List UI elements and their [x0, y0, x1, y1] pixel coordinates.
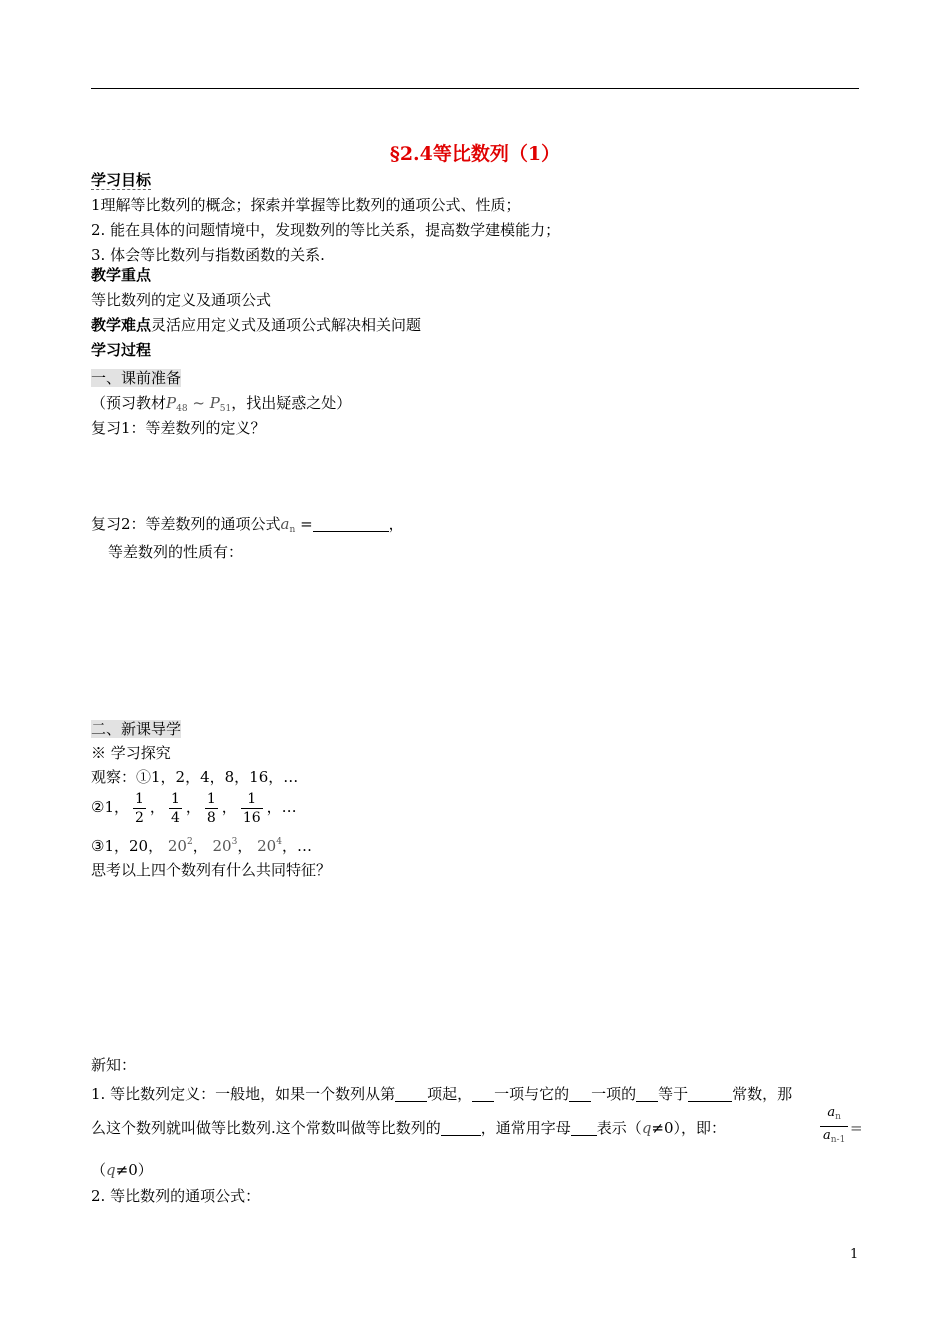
header-rule	[91, 88, 859, 89]
definition-line-2: 么这个数列就叫做等比数列.这个常数叫做等比数列的 ，通常用字母 表示（q≠0），即：	[91, 1119, 727, 1137]
answer-blank[interactable]	[313, 515, 389, 532]
answer-blank[interactable]	[688, 1085, 732, 1102]
difficulty-text: 灵活应用定义式及通项公式解决相关问题	[151, 316, 422, 334]
part2-heading: 二、新课导学	[91, 720, 182, 738]
observation-3: ③1，20， $20^2$， $20^3$， $20^4$，…	[91, 837, 312, 855]
goal-item-2: 2. 能在具体的问题情境中，发现数列的等比关系，提高数学建模能力；	[91, 221, 561, 239]
review-2: 复习2：等差数列的通项公式$a_n$ = ，	[91, 515, 404, 535]
key-points-text: 等比数列的定义及通项公式	[91, 291, 272, 309]
ratio-fraction: $a_n$ $a_{n-1}$	[820, 1104, 848, 1149]
think-question: 思考以上四个数列有什么共同特征？	[91, 861, 332, 879]
review-1: 复习1：等差数列的定义？	[91, 419, 266, 437]
page-number: 1	[850, 1247, 859, 1262]
fraction: $\frac{1}{16}$	[242, 790, 261, 826]
answer-blank[interactable]	[636, 1085, 658, 1102]
general-term-formula: 2. 等比数列的通项公式：	[91, 1187, 261, 1205]
difficulty-line	[91, 315, 421, 335]
difficulty-heading: 教学难点	[91, 316, 152, 334]
observation-2: ②1， $\frac{1}{2}$ ， $\frac{1}{4}$ ， $\frac{1}{8}$ ， $\frac{1}{16}$ ，…	[91, 790, 297, 826]
q-note: （q≠0）	[91, 1161, 153, 1179]
answer-blank[interactable]	[472, 1085, 494, 1102]
process-heading: 学习过程	[91, 341, 152, 359]
new-knowledge-heading: 新知：	[91, 1056, 137, 1074]
preview-note: （预习教材$P_{48}$ ~ $P_{51}$，找出疑惑之处）	[91, 394, 352, 414]
key-points-heading: 教学重点	[91, 266, 152, 284]
goal-item-3: 3. 体会等比数列与指数函数的关系.	[91, 246, 325, 264]
goal-item-1: 1理解等比数列的概念；探索并掌握等比数列的通项公式、性质；	[91, 196, 521, 214]
ratio-equals: =	[850, 1119, 863, 1137]
goals-heading: 学习目标	[91, 171, 152, 189]
fraction: $\frac{1}{4}$	[170, 790, 180, 826]
observation-1: 观察：①1，2，4，8，16，…	[91, 768, 299, 786]
fraction: $\frac{1}{2}$	[135, 790, 144, 826]
page-title: §2.4等比数列（1）	[389, 143, 561, 165]
answer-blank[interactable]	[569, 1085, 591, 1102]
answer-blank[interactable]	[395, 1085, 427, 1102]
fraction: $\frac{1}{8}$	[206, 790, 216, 826]
sub-heading: ※ 学习探究	[91, 744, 171, 762]
property-line: 等差数列的性质有：	[108, 543, 244, 561]
answer-blank[interactable]	[571, 1119, 597, 1136]
answer-blank[interactable]	[441, 1119, 481, 1136]
part1-heading: 一、课前准备	[91, 369, 182, 387]
definition-line-1: 1. 等比数列定义：一般地，如果一个数列从第 项起， 一项与它的 一项的 等于 常数，那	[91, 1085, 793, 1103]
